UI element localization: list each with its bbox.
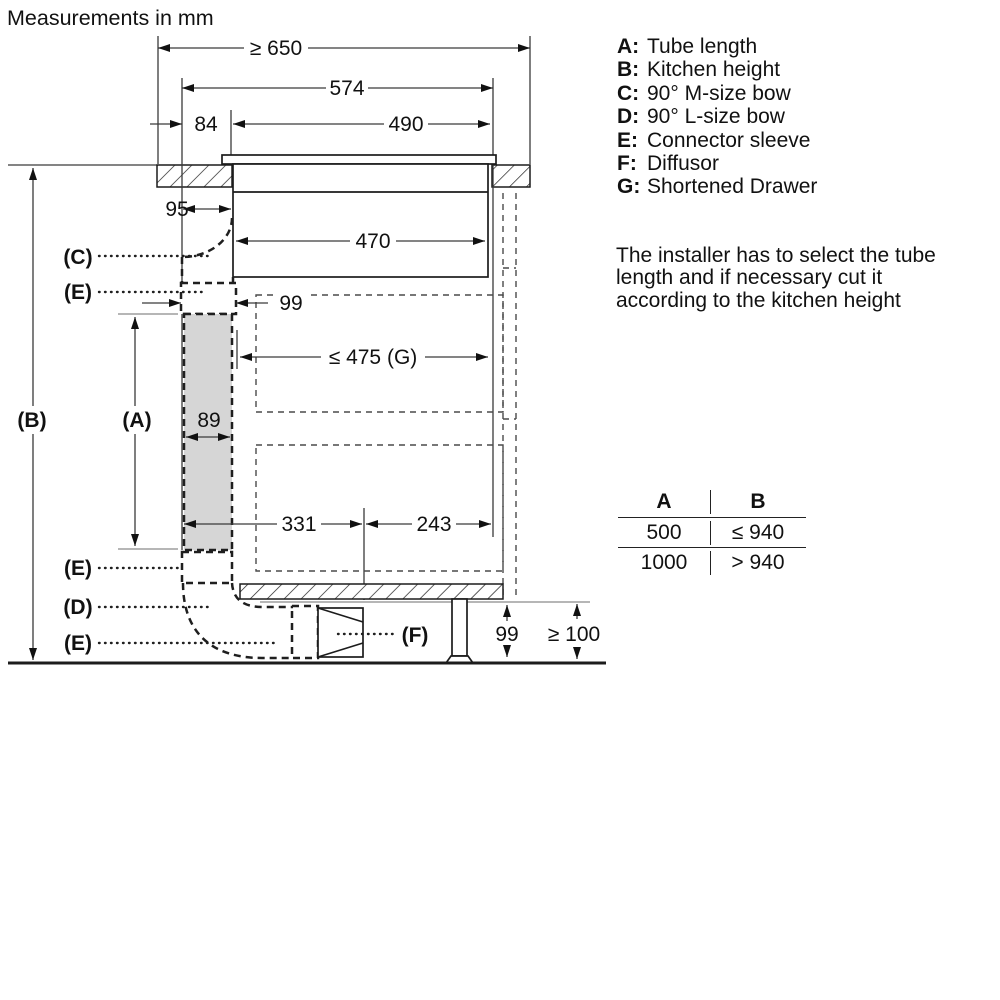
table-cell-a: 500 [646, 520, 682, 544]
cabinet-leg [452, 599, 467, 656]
dim-490-label: 490 [388, 113, 424, 136]
legend-key: G: [617, 175, 641, 199]
legend-key: B: [617, 58, 640, 82]
countertop-hatch-left [157, 165, 232, 187]
table-cell-b: ≤ 940 [710, 521, 805, 545]
label-e3: (E) [64, 632, 92, 655]
hob-body [233, 164, 488, 277]
tube-length-table [618, 486, 806, 577]
legend [617, 35, 817, 199]
dim-650-label: ≥ 650 [249, 37, 303, 60]
legend-label: Kitchen height [647, 58, 781, 82]
label-e2: (E) [64, 557, 92, 580]
label-f: (F) [401, 624, 429, 647]
cabinet-shelf [240, 584, 503, 599]
connector-sleeve-top [181, 283, 236, 314]
legend-key: D: [617, 105, 640, 129]
legend-label: Shortened Drawer [647, 175, 818, 199]
table-row [618, 548, 806, 577]
legend-item-a [617, 35, 817, 58]
connector-sleeve-bottom [182, 552, 232, 583]
label-a: (A) [122, 409, 152, 432]
legend-label: Connector sleeve [647, 128, 811, 152]
dim-99-label: 99 [279, 292, 303, 315]
dim-243-label: 243 [416, 513, 452, 536]
table-header-a: A [656, 489, 672, 513]
hob-glass-top [222, 155, 496, 164]
label-d: (D) [63, 596, 93, 619]
legend-label: Diffusor [647, 152, 719, 176]
installer-note: The installer has to select the tube length and if necessary cut it according to the kitchen height [616, 244, 936, 312]
legend-item-g [617, 175, 817, 198]
dim-89-label: 89 [197, 409, 221, 432]
label-c: (C) [63, 246, 93, 269]
dim-84-label: 84 [194, 113, 218, 136]
table-row [618, 518, 806, 548]
dim-331-label: 331 [281, 513, 317, 536]
legend-item-f [617, 152, 817, 175]
label-b: (B) [17, 409, 47, 432]
legend-label: Tube length [647, 35, 758, 58]
dim-100-label: ≥ 100 [547, 623, 601, 646]
drawer-outline-lower [256, 445, 503, 571]
legend-label: 90° L-size bow [647, 105, 785, 129]
bow-c-outline [182, 218, 232, 257]
dim-574-label: 574 [329, 77, 365, 100]
label-e1: (E) [64, 281, 92, 304]
legend-item-e [617, 129, 817, 152]
table-header-b: B [710, 490, 805, 514]
legend-item-b [617, 58, 817, 81]
countertop-hatch-right [492, 165, 530, 187]
dim-95-label: 95 [165, 198, 189, 221]
legend-label: 90° M-size bow [647, 81, 791, 105]
legend-key: A: [617, 35, 640, 58]
table-cell-b: > 940 [710, 551, 805, 575]
dim-475-label: ≤ 475 (G) [328, 346, 418, 369]
table-cell-a: 1000 [640, 550, 688, 574]
dim-470-label: 470 [355, 230, 391, 253]
legend-key: F: [617, 152, 637, 176]
table-header-row [618, 486, 806, 518]
page-title: Measurements in mm [7, 6, 214, 30]
legend-item-d [617, 105, 817, 128]
legend-key: E: [617, 128, 638, 152]
legend-key: C: [617, 81, 640, 105]
connector-sleeve-outlet [292, 606, 318, 658]
tube [184, 314, 232, 550]
dim-99b-label: 99 [495, 623, 519, 646]
legend-item-c [617, 82, 817, 105]
